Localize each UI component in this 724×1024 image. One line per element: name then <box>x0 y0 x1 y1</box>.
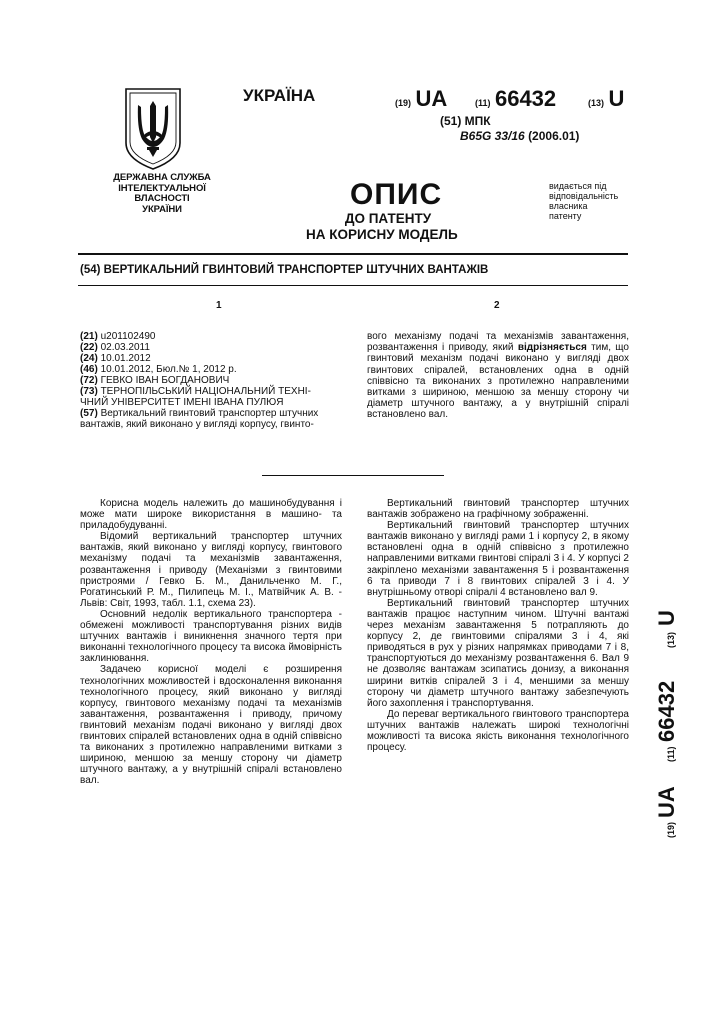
doc-subtitle: ДО ПАТЕНТУ <box>344 211 432 226</box>
agency-line: ДЕРЖАВНА СЛУЖБА <box>113 172 211 183</box>
paragraph: Вертикальний гвинтовий транспортер штучних вантажів працює наступним чином. Штучні вантажі через механізм завантаження 5 потрапляють до корпусу 2, де гвинтовими спіралями 3 і 4, які приводяться в рух у різних напрямках приводами 7 і 8, транспортуються до механізму розвантаження 6. Вал 9 не дозволяє вантажам зсипатись донизу, а виконання ширини витків спіралей 3 і 4, меншими за меншу сторону чи діаметр штучного вантажу забезпечують його захоплення і транспортування. <box>367 597 629 709</box>
paragraph: Вертикальний гвинтовий транспортер штучних вантажів зображено на графічному зображенні. <box>367 498 629 521</box>
column-number-left: 1 <box>216 300 222 311</box>
code-13: (13) U <box>588 86 625 111</box>
bibliographic-data <box>80 331 342 430</box>
code-11: (11) 66432 <box>475 86 557 111</box>
country-code: UA <box>415 86 448 111</box>
divider <box>78 285 628 286</box>
ipc-classification: B65G 33/16 (2006.01) <box>460 129 580 143</box>
side-patent-label <box>640 582 684 842</box>
biblio-row: (72) ГЕВКО ІВАН БОГДАНОВИЧ <box>80 375 230 386</box>
biblio-row: ЧНИЙ УНІВЕРСИТЕТ ІМЕНІ ІВАНА ПУЛЮЯ <box>80 397 284 408</box>
agency-line: УКРАЇНИ <box>142 203 182 215</box>
issued-note: видається під відповідальність власника патенту <box>549 181 619 221</box>
doc-subtitle-2: НА КОРИСНУ МОДЕЛЬ <box>306 227 458 242</box>
agency-line: ВЛАСНОСТІ <box>134 193 190 204</box>
abstract-text: вого механізму подачі та механізмів завантаження, розвантаження і приводу, який відрізняється тим, що гвинтовий механізм подачі виконано у вигляді двох гвинтових спіралей, встановлених одна в одній співвісно та виконаних з протилежно направленими витками з шириною, меншою за меншу сторону чи діаметр штучного вантажу, а у внутрішній спіралі встановлено вал. <box>367 331 629 421</box>
biblio-row: (22) 02.03.2011 <box>80 342 150 353</box>
doc-kind: U <box>608 86 625 111</box>
biblio-row: (73) ТЕРНОПІЛЬСЬКИЙ НАЦІОНАЛЬНИЙ ТЕХНІ- <box>80 386 311 397</box>
state-emblem-icon <box>120 85 186 173</box>
paragraph: Задачею корисної моделі є розширення технологічних можливостей і вдосконалення виконання технологічного процесу, який виконано у вигляді корпусу, гвинтового механізму подачі та механізмів завантаження, розвантаження і приводу, причому гвинтовий механізм подачі виконано у вигляді двох гвинтових спіралей встановлених одна в одній співвісно та виконаних з протилежно направленими витками з шириною, меншою за меншу сторону чи діаметр штучного вантажу, а у внутрішній спіралі встановлено вал. <box>80 664 342 787</box>
country-name: УКРАЇНА <box>243 86 316 105</box>
code-19: (19) UA <box>395 86 448 111</box>
agency-name <box>112 173 212 215</box>
divider <box>262 475 444 476</box>
patent-number: 66432 <box>494 86 557 111</box>
side-number: 66432 <box>654 680 679 742</box>
paragraph: Вертикальний гвинтовий транспортер штучних вантажів виконано у вигляді рами 1 і корпусу 2, в якому встановлені одна в одній співвісно з протилежно направленими витками гвинтові спіралі 3 і 4. У корпусі 2 закріплено механізми завантаження 5 і розвантаження 6 та приводи 7 і 8 гвинтових спіралей 3 і 4. У внутрішньому отворі спіралі 4 встановлено вал 9. <box>367 520 629 598</box>
paragraph: Корисна модель належить до машинобудування і може мати широке використання в машино- та приладобудуванні. <box>80 498 342 532</box>
side-code-11: (11) <box>666 746 676 762</box>
agency-line: ІНТЕЛЕКТУАЛЬНОЇ <box>118 182 206 194</box>
side-code-19: (19) <box>666 821 676 838</box>
side-country-code: UA <box>654 786 679 818</box>
description-column-right <box>367 498 629 753</box>
side-kind: U <box>654 610 679 626</box>
biblio-row: вантажів, який виконано у вигляді корпусу, гвинто- <box>80 419 314 430</box>
doc-title: ОПИС <box>350 178 443 211</box>
biblio-row: (46) 10.01.2012, Бюл.№ 1, 2012 р. <box>80 364 237 375</box>
biblio-row: (57) Вертикальний гвинтовий транспортер штучних <box>80 408 319 419</box>
paragraph: Основний недолік вертикального транспортера - обмежені можливості транспортування різних видів штучних вантажів і виникнення значного тертя при виконанні технологічного процесу та висока ймовірність заклинювання. <box>80 608 342 665</box>
biblio-row: (21) u201102490 <box>80 331 156 342</box>
biblio-row: (24) 10.01.2012 <box>80 353 151 364</box>
column-number-right: 2 <box>494 300 500 311</box>
abstract-keyword: відрізняється <box>517 342 587 354</box>
divider <box>78 253 628 255</box>
side-code-13: (13) <box>666 631 676 648</box>
ipc-label: (51) МПК <box>440 114 491 128</box>
paragraph: До переваг вертикального гвинтового транспортера штучних вантажів належать широкі технологічні можливості та висока якість виконання технологічного процесу. <box>367 708 629 754</box>
paragraph: Відомий вертикальний транспортер штучних вантажів, який виконано у вигляді корпусу, гвинтового механізму подачі та механізмів завантаження, розвантаження і приводу (Механізми з гвинтовими пристроями / Гевко Б. М., Данильченко М. Г., Рогатинський Р. М., Пилипець М. І., Матвійчик А. В. - Львів: Світ, 1993, табл. 1.1, схема 23). <box>80 531 342 609</box>
invention-title: (54) ВЕРТИКАЛЬНИЙ ГВИНТОВИЙ ТРАНСПОРТЕР ШТУЧНИХ ВАНТАЖІВ <box>80 264 489 276</box>
description-column-left <box>80 498 342 786</box>
